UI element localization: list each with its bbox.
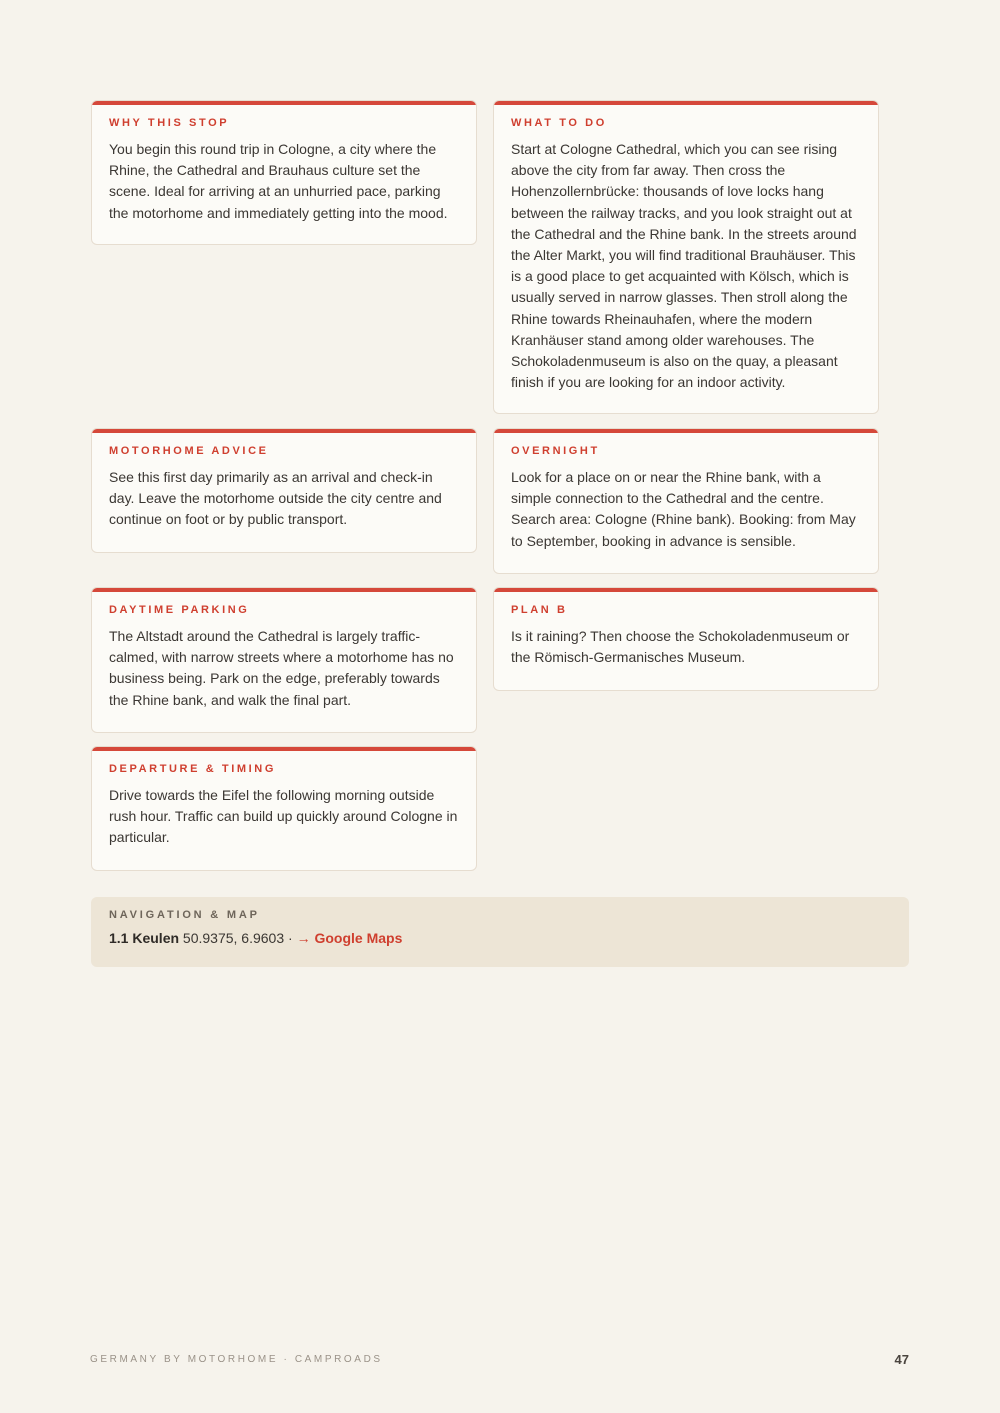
card-body: The Altstadt around the Cathedral is largely traffic-calmed, with narrow streets where a motorhome has no business being. Park on the edge, preferably towards the Rhine bank, and walk the final part.	[109, 628, 454, 708]
navigation-entry	[109, 930, 891, 946]
footer-publication: GERMANY BY MOTORHOME · CAMPROADS	[90, 1354, 383, 1365]
card-title: DAYTIME PARKING	[109, 604, 250, 616]
card-title: DEPARTURE & TIMING	[109, 763, 276, 775]
card-overnight	[493, 428, 879, 574]
card-motorhome-advice	[91, 428, 477, 553]
card-title: MOTORHOME ADVICE	[109, 445, 269, 457]
card-title: WHY THIS STOP	[109, 117, 230, 129]
card-daytime-parking	[91, 587, 477, 733]
card-body: You begin this round trip in Cologne, a city where the Rhine, the Cathedral and Brauhaus culture set the scene. Ideal for arriving at an unhurried pace, parking the motorhome and immediately getting into the mood.	[109, 141, 448, 221]
card-title: PLAN B	[511, 604, 568, 616]
card-body: Is it raining? Then choose the Schokoladenmuseum or the Römisch-Germanisches Museum.	[511, 628, 850, 666]
card-body: See this first day primarily as an arrival and check-in day. Leave the motorhome outside the city centre and continue on foot or by public transport.	[109, 469, 442, 528]
card-body: Drive towards the Eifel the following morning outside rush hour. Traffic can build up quickly around Cologne in particular.	[109, 787, 458, 846]
navigation-title: NAVIGATION & MAP	[109, 909, 260, 921]
navigation-map-box	[91, 897, 909, 967]
card-body: Start at Cologne Cathedral, which you can see rising above the city from far away. Then cross the Hohenzollernbrücke: thousands of love locks hang between the railway tracks, and you look straight out at the Cathedral and the Rhine bank. In the streets around the Alter Markt, you will find traditional Brauhäuser. This is a good place to get acquainted with Kölsch, which is usually served in narrow glasses. Then stroll along the Rhine towards Rheinauhafen, where the modern Kranhäuser stand among older warehouses. The Schokoladenmuseum is also on the quay, a pleasant finish if you are looking for an indoor activity.	[511, 141, 857, 391]
card-title: WHAT TO DO	[511, 117, 607, 129]
card-body: Look for a place on or near the Rhine bank, with a simple connection to the Cathedral and the centre. Search area: Cologne (Rhine bank). Booking: from May to September, booking in advance is sensible.	[511, 469, 856, 549]
card-plan-b	[493, 587, 879, 691]
location-coordinates: 50.9375, 6.9603 ·	[179, 930, 297, 946]
card-why-this-stop	[91, 100, 477, 245]
card-departure-timing	[91, 746, 477, 871]
location-name: 1.1 Keulen	[109, 930, 180, 946]
page-number: 47	[894, 1352, 909, 1367]
card-what-to-do	[493, 100, 879, 414]
google-maps-link[interactable]: → Google Maps	[296, 930, 403, 946]
card-title: OVERNIGHT	[511, 445, 600, 457]
